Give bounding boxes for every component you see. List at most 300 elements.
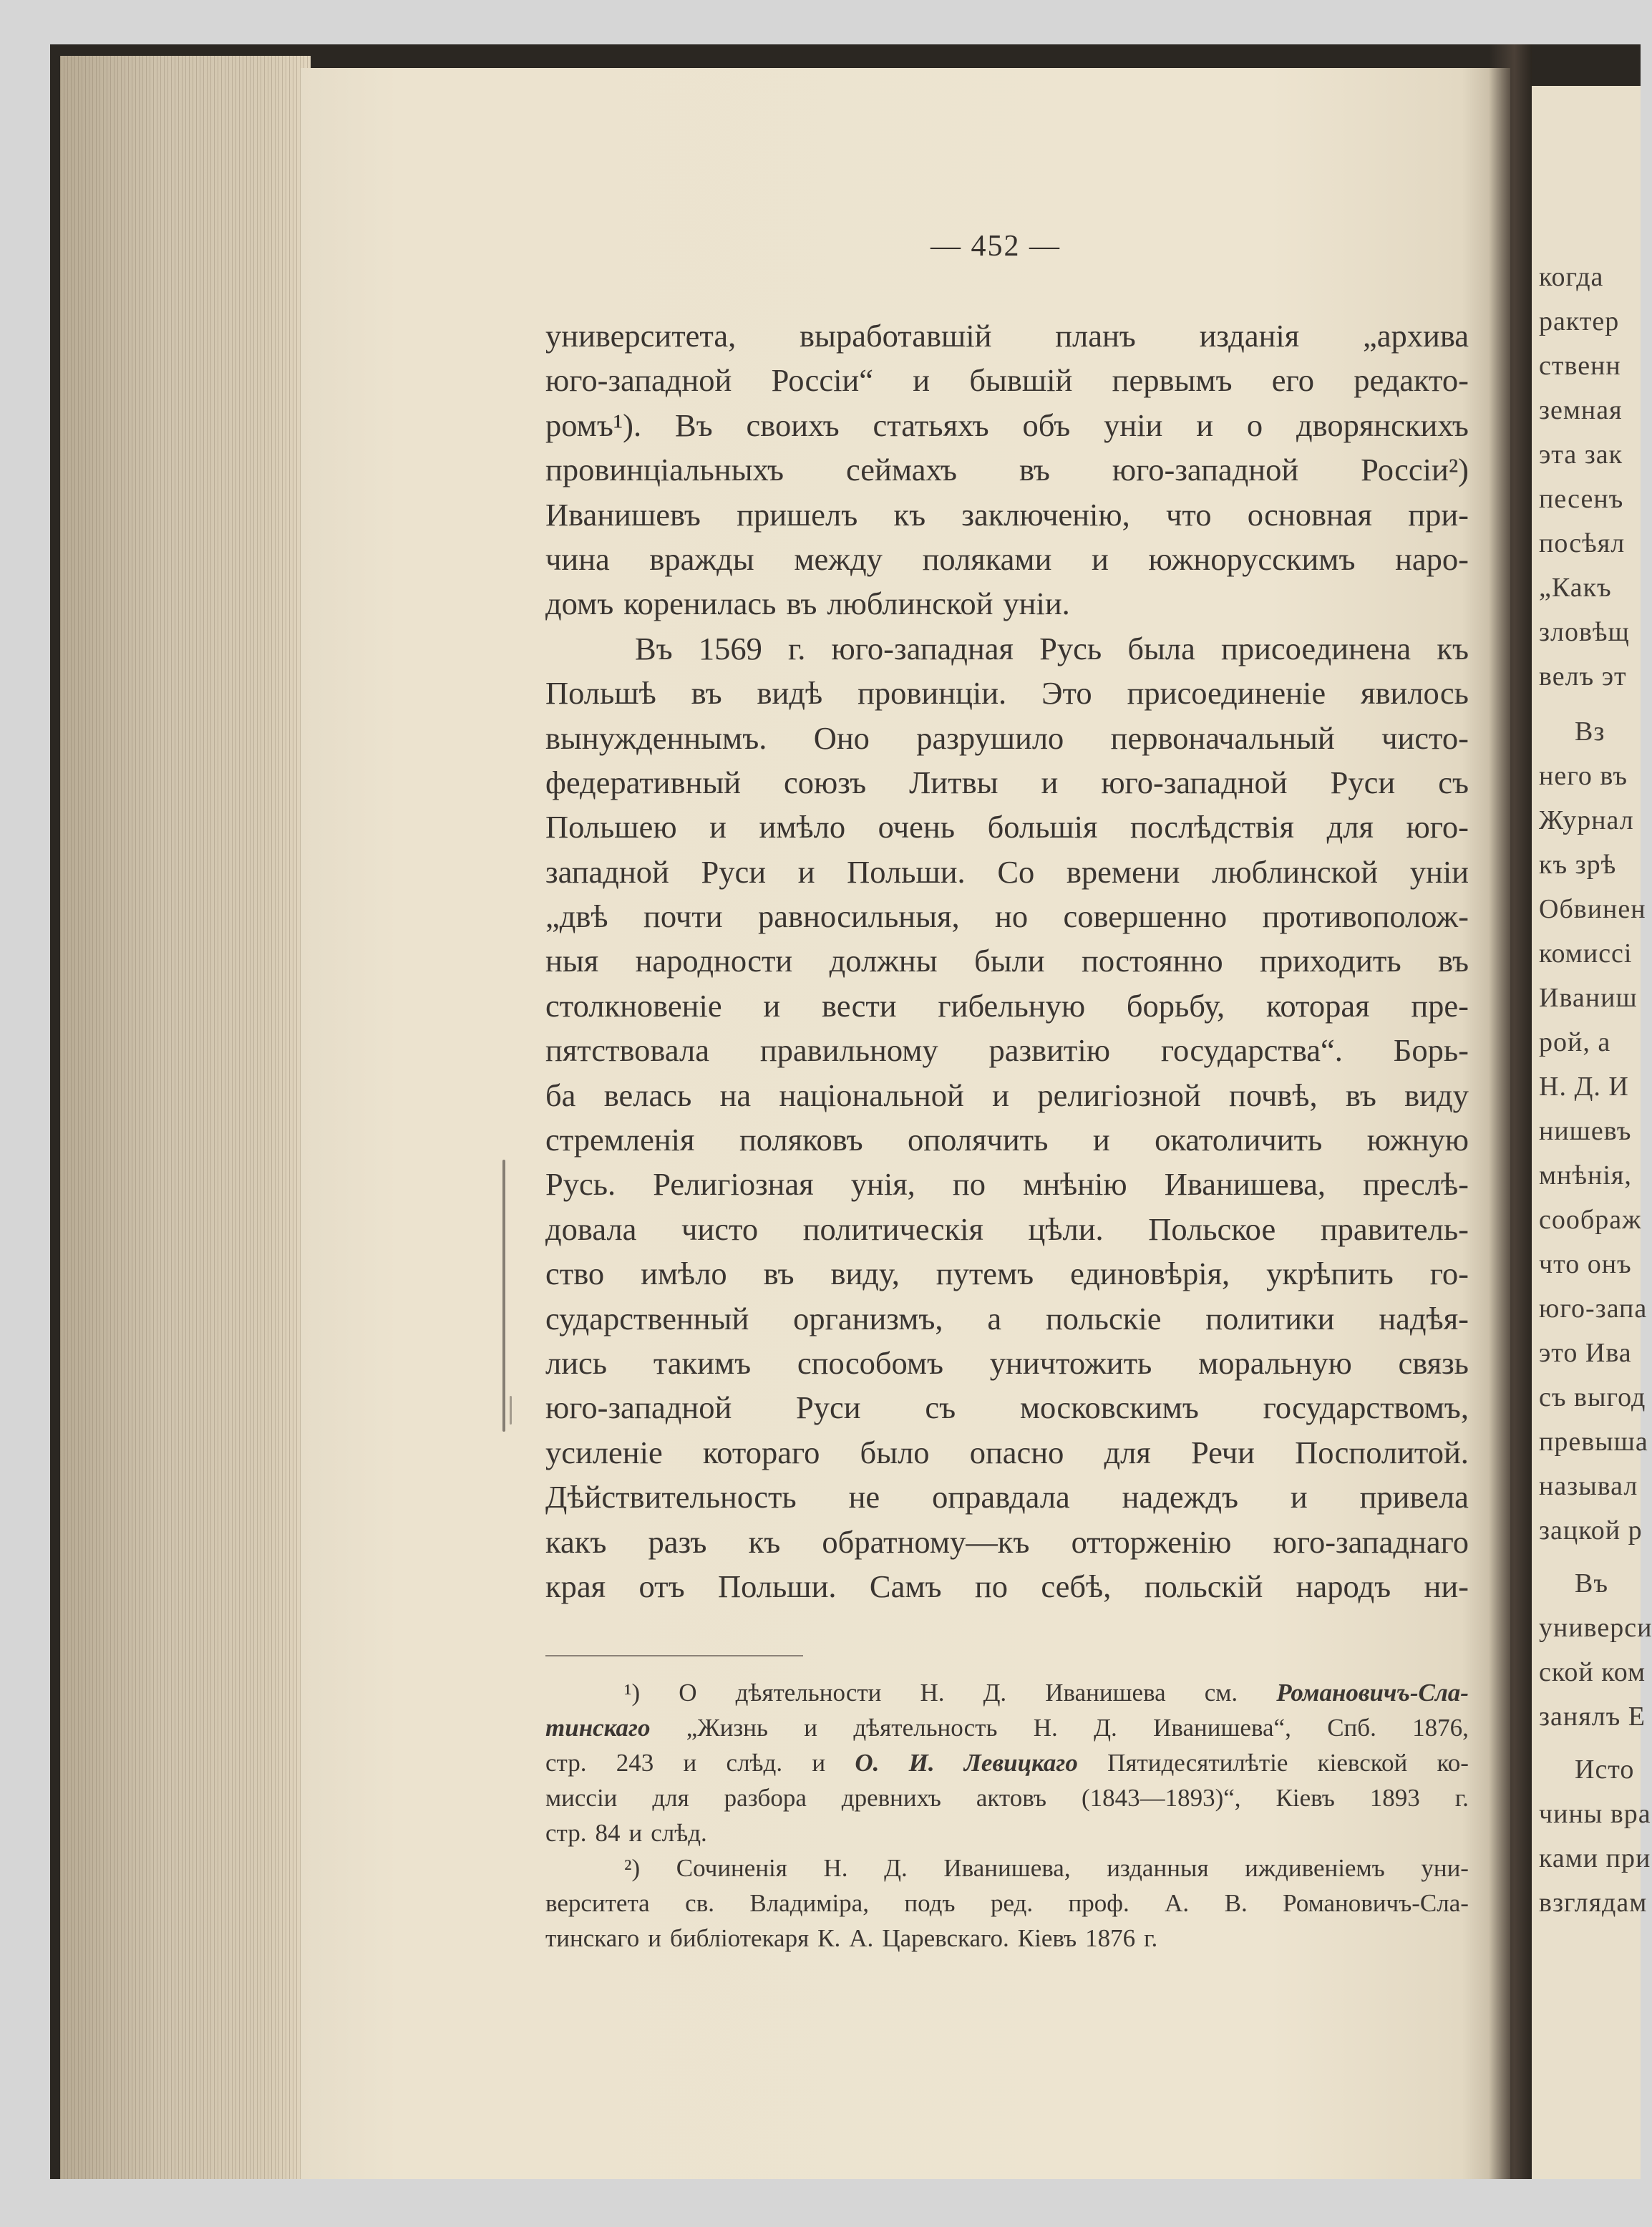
footnote-word: Иванишева (1045, 1679, 1166, 1707)
footnote-word: ред. (990, 1889, 1034, 1917)
word: стремленія (545, 1122, 695, 1158)
text-line (545, 1117, 1469, 1162)
text-line (545, 1385, 1469, 1430)
text-line (545, 403, 1469, 447)
word: политики (1205, 1300, 1335, 1336)
word: съ (925, 1389, 956, 1426)
word: юго-западной (1112, 452, 1299, 488)
word: ромъ¹). (545, 407, 642, 443)
word: при- (1408, 496, 1469, 533)
word: люблинской (827, 586, 993, 622)
word: правитель- (1320, 1210, 1469, 1247)
footnote-word: А. (849, 1924, 874, 1952)
adjacent-page-line: что онъ (1539, 1249, 1632, 1279)
adjacent-page-line: называл (1539, 1471, 1638, 1501)
word: го- (1429, 1256, 1469, 1292)
footnote-word: Спб. (1327, 1714, 1376, 1742)
text-line (545, 984, 1469, 1028)
footnote-word: изданныя (1107, 1854, 1209, 1882)
word: выработавшій (800, 318, 992, 354)
text-line (545, 1028, 1469, 1072)
word: моральную (1198, 1344, 1352, 1381)
word: путемъ (936, 1256, 1034, 1292)
footnote-line (545, 1710, 1469, 1745)
word: вражды (649, 540, 754, 577)
word: усиленіе (545, 1434, 663, 1470)
word: къ (1437, 630, 1469, 666)
main-text (545, 314, 1469, 1609)
word: Иванишевъ (545, 496, 701, 533)
adjacent-page-line: превыша (1539, 1427, 1648, 1457)
word: въ (691, 675, 722, 712)
text-line (545, 1251, 1469, 1296)
word: польскій (1144, 1568, 1263, 1604)
word: времени (1066, 853, 1180, 890)
word: поляковъ (739, 1122, 863, 1158)
adjacent-page-line: зловѣщ (1539, 617, 1630, 647)
word: уніи. (1003, 586, 1070, 622)
word: люблинской (1212, 853, 1379, 890)
footnote-word: Кіевъ (1017, 1924, 1077, 1952)
word: разрушило (916, 719, 1064, 756)
word: Иванишева, (1164, 1166, 1326, 1203)
text-line (545, 1430, 1469, 1475)
word: юго-западной (1101, 764, 1288, 800)
word: отъ (638, 1568, 685, 1604)
word: основная (1247, 496, 1373, 533)
word: и (763, 987, 781, 1024)
footnote-word: тинскаго (545, 1714, 651, 1742)
adjacent-page-line: „Какъ (1539, 573, 1612, 603)
word: Литвы (909, 764, 999, 800)
footnote-word: г. (1454, 1784, 1469, 1812)
word: юго-западная (831, 630, 1014, 666)
adjacent-page-line: Въ (1575, 1568, 1608, 1598)
word: развитію (988, 1032, 1110, 1069)
word: приходить (1260, 943, 1401, 979)
text-line (545, 1073, 1469, 1117)
footnote-line (545, 1815, 1469, 1850)
footnote-word: иждивеніемъ (1245, 1854, 1385, 1882)
footnote-word: Иванишева“, (1153, 1714, 1291, 1742)
word: чисто (681, 1210, 759, 1247)
word: 1569 (698, 630, 762, 666)
footnote-word: Кіевъ (1276, 1784, 1335, 1812)
word: преслѣ- (1363, 1166, 1469, 1203)
footnote-word: Д. (1094, 1714, 1117, 1742)
word: „архива (1363, 318, 1469, 354)
word: пришелъ (737, 496, 858, 533)
word: чисто- (1381, 719, 1469, 756)
word: заключенію, (961, 496, 1130, 533)
footnote-word: Д. (884, 1854, 908, 1882)
word: г. (788, 630, 806, 666)
word: послѣдствія (1130, 809, 1295, 845)
word: Россіи“ (771, 362, 873, 399)
footnote-word: слѣд. (726, 1749, 783, 1777)
word: привела (1359, 1479, 1469, 1515)
footnote-word: см. (1204, 1679, 1238, 1707)
word: и (1290, 1479, 1308, 1515)
word: Русь (1039, 630, 1102, 666)
adjacent-page-line: юго-запа (1539, 1294, 1648, 1324)
word: ство (545, 1256, 605, 1292)
adjacent-page-line: ской ком (1539, 1657, 1646, 1687)
word: которая (1265, 987, 1370, 1024)
word: присоединена (1221, 630, 1412, 666)
text-line (545, 938, 1469, 983)
word: Дѣйствительность (545, 1479, 797, 1515)
adjacent-page-line: посѣял (1539, 528, 1626, 558)
word: объ (1022, 407, 1071, 443)
adjacent-page-line: Иваниш (1539, 983, 1638, 1013)
word: въ (1345, 1077, 1376, 1113)
word: Борь- (1393, 1032, 1469, 1069)
word: и (1196, 407, 1214, 443)
word: уничтожить (989, 1344, 1152, 1381)
word: связь (1398, 1344, 1469, 1381)
pencil-margin-mark-small (510, 1396, 512, 1425)
adjacent-page-line: универси (1539, 1613, 1652, 1643)
word: не (848, 1479, 880, 1515)
word: юго-западнаго (1273, 1523, 1469, 1560)
word: его (1271, 362, 1314, 399)
word: мнѣнію (1023, 1166, 1127, 1203)
adjacent-page-line: зацкой р (1539, 1515, 1643, 1546)
word: по (974, 1568, 1008, 1604)
footnote-word: уни- (1421, 1854, 1469, 1882)
word: ни- (1424, 1568, 1469, 1604)
adjacent-page-line: него въ (1539, 761, 1628, 791)
footnote-word: Романовичъ-Сла- (1283, 1889, 1469, 1917)
adjacent-page-line: ственн (1539, 351, 1621, 381)
footnote-word: 1893 (1369, 1784, 1420, 1812)
word: религіозной (1037, 1077, 1201, 1113)
footnote-word: дѣятельности (735, 1679, 882, 1707)
adjacent-page-line: съ выгод (1539, 1382, 1646, 1412)
word: виду (1404, 1077, 1469, 1113)
word: и (1092, 1122, 1110, 1158)
word: юго-западной (545, 1389, 732, 1426)
word: укрѣпить (1266, 1256, 1394, 1292)
text-line (545, 894, 1469, 938)
word: Посполитой. (1295, 1434, 1469, 1470)
adjacent-page-line: Н. Д. И (1539, 1072, 1629, 1102)
word: Руси (796, 1389, 861, 1426)
word: правильному (759, 1032, 938, 1069)
text-line (545, 358, 1469, 402)
word: цѣли. (1028, 1210, 1104, 1247)
word: почвѣ, (1229, 1077, 1318, 1113)
adjacent-page-line: рактер (1539, 306, 1620, 336)
text-line (545, 447, 1469, 492)
book-gutter (1489, 44, 1532, 2179)
word: разъ (648, 1523, 707, 1560)
word: Речи (1190, 1434, 1255, 1470)
word: западной (545, 853, 669, 890)
footnote-line (545, 1886, 1469, 1921)
adjacent-page-line: песенъ (1539, 484, 1624, 514)
word: надеждъ (1122, 1479, 1239, 1515)
word: а (987, 1300, 1002, 1336)
word: явилось (1361, 675, 1469, 712)
text-line (545, 537, 1469, 581)
word: въ (1019, 452, 1050, 488)
word: организмъ, (793, 1300, 943, 1336)
word: вести (822, 987, 897, 1024)
word: гибельную (938, 987, 1086, 1024)
word: для (1104, 1434, 1151, 1470)
word: обратному—къ (822, 1523, 1030, 1560)
footnote-line (545, 1780, 1469, 1815)
word: въ (786, 586, 817, 622)
word: ополячить (908, 1122, 1049, 1158)
word: народности (635, 943, 793, 979)
adjacent-page-line: соображ (1539, 1205, 1642, 1235)
word: московскимъ (1019, 1389, 1199, 1426)
pencil-margin-mark (502, 1160, 505, 1432)
footnote-word: верситета (545, 1889, 650, 1917)
word: Польши. (847, 853, 966, 890)
word: должны (829, 943, 938, 979)
word: Русь. (545, 1166, 616, 1203)
word: своихъ (746, 407, 840, 443)
word: изданія (1199, 318, 1300, 354)
text-line (545, 716, 1469, 760)
word: юго- (1406, 809, 1469, 845)
word: сеймахъ (846, 452, 958, 488)
word: Руси (1330, 764, 1396, 800)
word: ба (545, 1077, 576, 1113)
footnote-word: Н. (920, 1679, 945, 1707)
footnote-word: 84 (595, 1819, 621, 1847)
word: окатоличить (1155, 1122, 1323, 1158)
footnote-word: Пятидесятилѣтіе (1107, 1749, 1288, 1777)
word: провинціальныхъ (545, 452, 784, 488)
word: Въ (635, 630, 673, 666)
word: Польшею (545, 809, 677, 845)
adjacent-page-line: взглядам (1539, 1888, 1648, 1918)
word: поляками (922, 540, 1052, 577)
word: борьбу, (1126, 987, 1225, 1024)
text-line (545, 805, 1469, 849)
footnote-line (545, 1850, 1469, 1886)
word: Польши. (718, 1568, 837, 1604)
word: но (995, 898, 1029, 935)
adjacent-page-line: Обвинен (1539, 894, 1646, 924)
footnotes (545, 1675, 1469, 1956)
word: вынужденнымъ. (545, 719, 767, 756)
footnote-word: 243 (616, 1749, 654, 1777)
word: домъ (545, 586, 614, 622)
footnote-word: и (628, 1819, 643, 1847)
word: государствомъ, (1263, 1389, 1469, 1426)
word: и (709, 809, 727, 845)
word: уніи (1409, 853, 1469, 890)
text-line (545, 493, 1469, 537)
word: Религіозная (653, 1166, 814, 1203)
word: какъ (545, 1523, 607, 1560)
adjacent-page-line: Журнал (1539, 805, 1634, 835)
footnote-word: О (679, 1679, 697, 1707)
word: было (860, 1434, 930, 1470)
word: противополож- (1262, 898, 1469, 935)
word: Это (1041, 675, 1092, 712)
word: сударственный (545, 1300, 749, 1336)
word: политическія (802, 1210, 983, 1247)
text-line (545, 1520, 1469, 1564)
word: и (1092, 540, 1109, 577)
text-line (545, 581, 1469, 626)
adjacent-page-line: къ зрѣ (1539, 850, 1617, 880)
word: провинціи. (857, 675, 1007, 712)
footnote-word: А. (1165, 1889, 1190, 1917)
footnote-word: ²) (624, 1854, 641, 1882)
footnote-word: Романовичъ-Сла- (1276, 1679, 1469, 1707)
footnote-word: г. (1144, 1924, 1158, 1952)
text-line (545, 314, 1469, 358)
footnote-word: О. (855, 1749, 880, 1777)
footnote-word: и (812, 1749, 826, 1777)
text-line (545, 1341, 1469, 1385)
word: союзъ (784, 764, 867, 800)
word: были (974, 943, 1045, 979)
adjacent-page-line: комиссі (1539, 938, 1633, 969)
word: южнорусскимъ (1148, 540, 1356, 577)
word: унія, (850, 1166, 915, 1203)
word: постоянно (1082, 943, 1223, 979)
adjacent-page-line: земная (1539, 395, 1623, 425)
footnote-word: древнихъ (841, 1784, 941, 1812)
word: для (1326, 809, 1374, 845)
adjacent-page-line: ками при (1539, 1843, 1651, 1873)
adjacent-page-line: когда (1539, 262, 1604, 292)
word: Польшѣ (545, 675, 656, 712)
word: пре- (1411, 987, 1469, 1024)
word: присоединеніе (1127, 675, 1326, 712)
footnote-word: подъ (904, 1889, 956, 1917)
word: польскіе (1045, 1300, 1162, 1336)
word: равносильныя, (758, 898, 960, 935)
footnote-word: Иванишева, (943, 1854, 1071, 1882)
text-line (545, 850, 1469, 894)
adjacent-page-line: занялъ Е (1539, 1702, 1646, 1732)
adjacent-page-line: чины вра (1539, 1799, 1651, 1829)
word: федеративный (545, 764, 742, 800)
word: университета, (545, 318, 737, 354)
word: народъ (1296, 1568, 1391, 1604)
word: отторженію (1071, 1523, 1232, 1560)
footnote-word: Царевскаго. (882, 1924, 1009, 1952)
word: и (797, 853, 815, 890)
footnote-word: ко- (1437, 1749, 1469, 1777)
word: что (1166, 496, 1212, 533)
word: „двѣ (545, 898, 608, 935)
text-line (545, 1207, 1469, 1251)
word: Россіи²) (1361, 452, 1469, 488)
word: опасно (969, 1434, 1064, 1470)
adjacent-page-line: мнѣнія, (1539, 1160, 1632, 1190)
word: виду, (830, 1256, 900, 1292)
footnote-word: „Жизнь (686, 1714, 768, 1742)
footnote-word: кіевской (1317, 1749, 1408, 1777)
word: Польское (1148, 1210, 1276, 1247)
word: была (1127, 630, 1195, 666)
word: котораго (702, 1434, 820, 1470)
text-line (545, 1296, 1469, 1341)
word: государства“. (1160, 1032, 1343, 1069)
adjacent-page-line: это Ива (1539, 1338, 1632, 1368)
word: единовѣрія, (1070, 1256, 1230, 1292)
word: къ (893, 496, 926, 533)
word: наро- (1395, 540, 1469, 577)
word: по (952, 1166, 986, 1203)
text-line (545, 1162, 1469, 1206)
word: себѣ, (1041, 1568, 1112, 1604)
text-line (545, 1564, 1469, 1609)
word: съ (1438, 764, 1469, 800)
word: совершенно (1063, 898, 1228, 935)
word: о (1246, 407, 1263, 443)
word: и (992, 1077, 1009, 1113)
word: края (545, 1568, 606, 1604)
word: и (913, 362, 931, 399)
word: въ (763, 1256, 795, 1292)
text-line (545, 671, 1469, 715)
adjacent-page-line: Вз (1575, 717, 1605, 747)
footnote-word: 1876 (1085, 1924, 1136, 1952)
footnote-word: и (648, 1924, 662, 1952)
footnote-word: тинскаго (545, 1924, 640, 1952)
word: лись (545, 1344, 608, 1381)
footnote-word: слѣд. (651, 1819, 707, 1847)
footnote-word: и (683, 1749, 697, 1777)
adjacent-page-line: Исто (1575, 1755, 1635, 1785)
word: Оно (813, 719, 870, 756)
footnote-word: И. (908, 1749, 935, 1777)
word: надѣя- (1379, 1300, 1469, 1336)
footnote-word: актовъ (976, 1784, 1047, 1812)
word: первоначальный (1110, 719, 1335, 756)
footnote-word: стр. (545, 1819, 587, 1847)
footnote-word: дѣятельность (853, 1714, 998, 1742)
adjacent-page-line: рой, а (1539, 1027, 1611, 1057)
word: очень (878, 809, 956, 845)
footnote-word: для (652, 1784, 689, 1812)
footnote-word: Левицкаго (963, 1749, 1078, 1777)
adjacent-page-line: велъ эт (1539, 661, 1627, 692)
adjacent-page (1532, 86, 1652, 2179)
word: бывшій (969, 362, 1073, 399)
word: довала (545, 1210, 637, 1247)
footnote-word: стр. (545, 1749, 587, 1777)
footnote-word: проф. (1068, 1889, 1129, 1917)
word: между (794, 540, 883, 577)
word: способомъ (797, 1344, 944, 1381)
word: на (719, 1077, 752, 1113)
footnote-line (545, 1921, 1469, 1956)
footnote-word: В. (1224, 1889, 1248, 1917)
word: столкновеніе (545, 987, 722, 1024)
text-line (545, 760, 1469, 805)
word: велась (603, 1077, 692, 1113)
word: дворянскихъ (1296, 407, 1469, 443)
word: коренилась (623, 586, 777, 622)
word: имѣло (759, 809, 846, 845)
word: пятствовала (545, 1032, 709, 1069)
word: Самъ (869, 1568, 942, 1604)
footnote-word: Н. (1033, 1714, 1058, 1742)
